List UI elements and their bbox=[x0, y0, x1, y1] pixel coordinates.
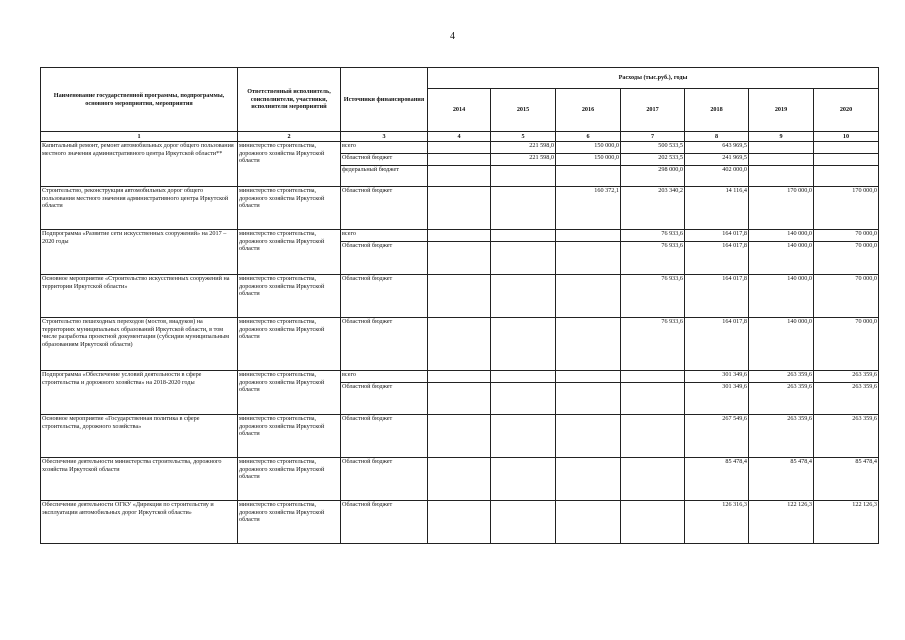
row-value: 150 000,0 bbox=[556, 142, 621, 154]
row-value: 76 933,6 bbox=[621, 318, 685, 371]
row-value bbox=[428, 166, 491, 187]
budget-table bbox=[40, 67, 879, 544]
row-value bbox=[491, 275, 556, 318]
row-value bbox=[814, 154, 879, 166]
row-value bbox=[428, 458, 491, 501]
row-name: Капитальный ремонт, ремонт автомобильных дорог общего пользования местного значения административного центра Иркутской области** bbox=[41, 142, 238, 187]
row-value bbox=[621, 501, 685, 544]
row-value: 164 017,8 bbox=[685, 242, 749, 275]
row-responsible: министерство строительства, дорожного хозяйства Иркутской области bbox=[238, 415, 341, 458]
row-value bbox=[428, 318, 491, 371]
row-value bbox=[428, 242, 491, 275]
row-source: федеральный бюджет bbox=[341, 166, 428, 187]
row-value bbox=[428, 501, 491, 544]
row-value bbox=[491, 415, 556, 458]
row-value: 122 126,3 bbox=[814, 501, 879, 544]
row-value: 500 533,5 bbox=[621, 142, 685, 154]
row-value bbox=[621, 458, 685, 501]
row-value bbox=[428, 142, 491, 154]
row-value bbox=[749, 154, 814, 166]
header-col-number: 1 bbox=[41, 132, 238, 142]
row-value: 140 000,0 bbox=[749, 275, 814, 318]
row-value: 402 000,0 bbox=[685, 166, 749, 187]
header-col-number: 4 bbox=[428, 132, 491, 142]
row-value: 301 349,6 bbox=[685, 383, 749, 415]
row-value bbox=[556, 242, 621, 275]
row-value bbox=[749, 142, 814, 154]
row-value: 70 000,0 bbox=[814, 242, 879, 275]
row-value: 160 372,1 bbox=[556, 187, 621, 230]
row-value: 140 000,0 bbox=[749, 242, 814, 275]
header-col-number: 10 bbox=[814, 132, 879, 142]
row-source: всего bbox=[341, 230, 428, 242]
table-row bbox=[41, 371, 879, 383]
row-value: 203 340,2 bbox=[621, 187, 685, 230]
row-source: Областной бюджет bbox=[341, 275, 428, 318]
header-year: 2019 bbox=[749, 89, 814, 132]
header-year: 2020 bbox=[814, 89, 879, 132]
header-year: 2016 bbox=[556, 89, 621, 132]
row-value: 150 000,0 bbox=[556, 154, 621, 166]
row-name: Строительство, реконструкция автомобильных дорог общего пользования местного значения административного центра Иркутской области bbox=[41, 187, 238, 230]
row-value: 76 933,6 bbox=[621, 275, 685, 318]
row-source: Областной бюджет bbox=[341, 458, 428, 501]
row-value: 170 000,0 bbox=[814, 187, 879, 230]
row-value bbox=[556, 501, 621, 544]
row-value bbox=[491, 187, 556, 230]
table-row bbox=[41, 187, 879, 230]
table-row bbox=[41, 415, 879, 458]
row-value: 76 933,6 bbox=[621, 230, 685, 242]
row-source: всего bbox=[341, 371, 428, 383]
table-row bbox=[41, 275, 879, 318]
row-value: 140 000,0 bbox=[749, 230, 814, 242]
row-value: 263 359,6 bbox=[814, 371, 879, 383]
header-year: 2015 bbox=[491, 89, 556, 132]
header-col-number: 6 bbox=[556, 132, 621, 142]
row-value bbox=[491, 230, 556, 242]
row-responsible: министерство строительства, дорожного хозяйства Иркутской области bbox=[238, 458, 341, 501]
row-value: 70 000,0 bbox=[814, 318, 879, 371]
row-value bbox=[556, 318, 621, 371]
row-name: Подпрограмма «Развитие сети искусственных сооружений» на 2017 – 2020 годы bbox=[41, 230, 238, 275]
row-value bbox=[556, 415, 621, 458]
row-value: 170 000,0 bbox=[749, 187, 814, 230]
header-expenses: Расходы (тыс.руб.), годы bbox=[428, 68, 879, 89]
row-value: 221 598,0 bbox=[491, 142, 556, 154]
table-row bbox=[41, 458, 879, 501]
row-name: Основное мероприятие «Государственная политика в сфере строительства, дорожного хозяйства» bbox=[41, 415, 238, 458]
table-row bbox=[41, 230, 879, 242]
header-col-number: 2 bbox=[238, 132, 341, 142]
table-row bbox=[41, 501, 879, 544]
page-number: 4 bbox=[450, 31, 455, 42]
row-responsible: министерство строительства, дорожного хозяйства Иркутской области bbox=[238, 275, 341, 318]
row-responsible: министерство строительства, дорожного хозяйства Иркутской области bbox=[238, 501, 341, 544]
row-source: Областной бюджет bbox=[341, 187, 428, 230]
row-value: 263 359,6 bbox=[814, 383, 879, 415]
row-value: 70 000,0 bbox=[814, 230, 879, 242]
row-value bbox=[749, 166, 814, 187]
row-source: всего bbox=[341, 142, 428, 154]
row-responsible: министерство строительства, дорожного хозяйства Иркутской области bbox=[238, 371, 341, 415]
row-value bbox=[491, 371, 556, 383]
row-source: Областной бюджет bbox=[341, 415, 428, 458]
row-name: Строительство пешеходных переходов (мостов, виадуков) на территориях муниципальных образований Иркутской области, в том числе разработка проектной документации (субсидии муниципальным образованиям Иркутской области) bbox=[41, 318, 238, 371]
row-source: Областной бюджет bbox=[341, 154, 428, 166]
row-source: Областной бюджет bbox=[341, 318, 428, 371]
row-value bbox=[491, 501, 556, 544]
header-year: 2018 bbox=[685, 89, 749, 132]
row-value: 140 000,0 bbox=[749, 318, 814, 371]
row-value: 164 017,8 bbox=[685, 275, 749, 318]
row-value: 85 478,4 bbox=[749, 458, 814, 501]
row-value: 122 126,3 bbox=[749, 501, 814, 544]
header-col-number: 5 bbox=[491, 132, 556, 142]
row-value: 76 933,6 bbox=[621, 242, 685, 275]
row-value: 14 116,4 bbox=[685, 187, 749, 230]
row-value bbox=[556, 275, 621, 318]
row-value: 221 598,0 bbox=[491, 154, 556, 166]
row-responsible: министерство строительства, дорожного хозяйства Иркутской области bbox=[238, 230, 341, 275]
row-name: Обеспечение деятельности ОГКУ «Дирекция по строительству и эксплуатации автомобильных дорог Иркутской области» bbox=[41, 501, 238, 544]
row-value: 263 359,6 bbox=[749, 383, 814, 415]
row-responsible: министерство строительства, дорожного хозяйства Иркутской области bbox=[238, 318, 341, 371]
row-value bbox=[428, 154, 491, 166]
row-value bbox=[556, 166, 621, 187]
row-value bbox=[491, 458, 556, 501]
row-value bbox=[814, 142, 879, 154]
header-src-col: Источники финансирования bbox=[341, 68, 428, 132]
row-value: 202 533,5 bbox=[621, 154, 685, 166]
row-value bbox=[621, 371, 685, 383]
row-value: 70 000,0 bbox=[814, 275, 879, 318]
row-value bbox=[428, 275, 491, 318]
header-name-col: Наименование государственной программы, подпрограммы, основного мероприятия, мероприятия bbox=[41, 68, 238, 132]
row-name: Основное мероприятие «Строительство искусственных сооружений на территории Иркутской области» bbox=[41, 275, 238, 318]
header-col-number: 9 bbox=[749, 132, 814, 142]
row-source: Областной бюджет bbox=[341, 501, 428, 544]
row-value bbox=[814, 166, 879, 187]
row-responsible: министерство строительства, дорожного хозяйства Иркутской области bbox=[238, 187, 341, 230]
row-value: 263 359,6 bbox=[749, 371, 814, 383]
header-resp-col: Ответственный исполнитель, соисполнители, участники, исполнители мероприятий bbox=[238, 68, 341, 132]
row-source: Областной бюджет bbox=[341, 383, 428, 415]
row-name: Обеспечение деятельности министерства строительства, дорожного хозяйства Иркутской области bbox=[41, 458, 238, 501]
row-value: 298 000,0 bbox=[621, 166, 685, 187]
row-value bbox=[491, 383, 556, 415]
row-value bbox=[556, 458, 621, 501]
row-value bbox=[428, 187, 491, 230]
row-name: Подпрограмма «Обеспечение условий деятельности в сфере строительства и дорожного хозяйства» на 2018-2020 годы bbox=[41, 371, 238, 415]
row-value bbox=[428, 230, 491, 242]
row-value bbox=[428, 383, 491, 415]
row-value: 263 359,6 bbox=[814, 415, 879, 458]
row-value: 164 017,8 bbox=[685, 230, 749, 242]
row-value: 643 969,5 bbox=[685, 142, 749, 154]
row-source: Областной бюджет bbox=[341, 242, 428, 275]
row-value: 301 349,6 bbox=[685, 371, 749, 383]
header-col-number: 8 bbox=[685, 132, 749, 142]
row-value bbox=[491, 242, 556, 275]
header-year: 2017 bbox=[621, 89, 685, 132]
table-row bbox=[41, 142, 879, 154]
row-value: 126 316,3 bbox=[685, 501, 749, 544]
header-col-number: 3 bbox=[341, 132, 428, 142]
header-year: 2014 bbox=[428, 89, 491, 132]
row-value bbox=[556, 230, 621, 242]
header-col-number: 7 bbox=[621, 132, 685, 142]
row-value: 241 969,5 bbox=[685, 154, 749, 166]
row-value bbox=[556, 371, 621, 383]
table-row bbox=[41, 318, 879, 371]
row-value bbox=[556, 383, 621, 415]
row-responsible: министерство строительства, дорожного хозяйства Иркутской области bbox=[238, 142, 341, 187]
row-value: 267 549,6 bbox=[685, 415, 749, 458]
row-value: 85 478,4 bbox=[685, 458, 749, 501]
row-value bbox=[621, 383, 685, 415]
row-value bbox=[428, 415, 491, 458]
row-value bbox=[621, 415, 685, 458]
row-value: 85 478,4 bbox=[814, 458, 879, 501]
row-value: 164 017,8 bbox=[685, 318, 749, 371]
row-value: 263 359,6 bbox=[749, 415, 814, 458]
row-value bbox=[428, 371, 491, 383]
row-value bbox=[491, 166, 556, 187]
row-value bbox=[491, 318, 556, 371]
